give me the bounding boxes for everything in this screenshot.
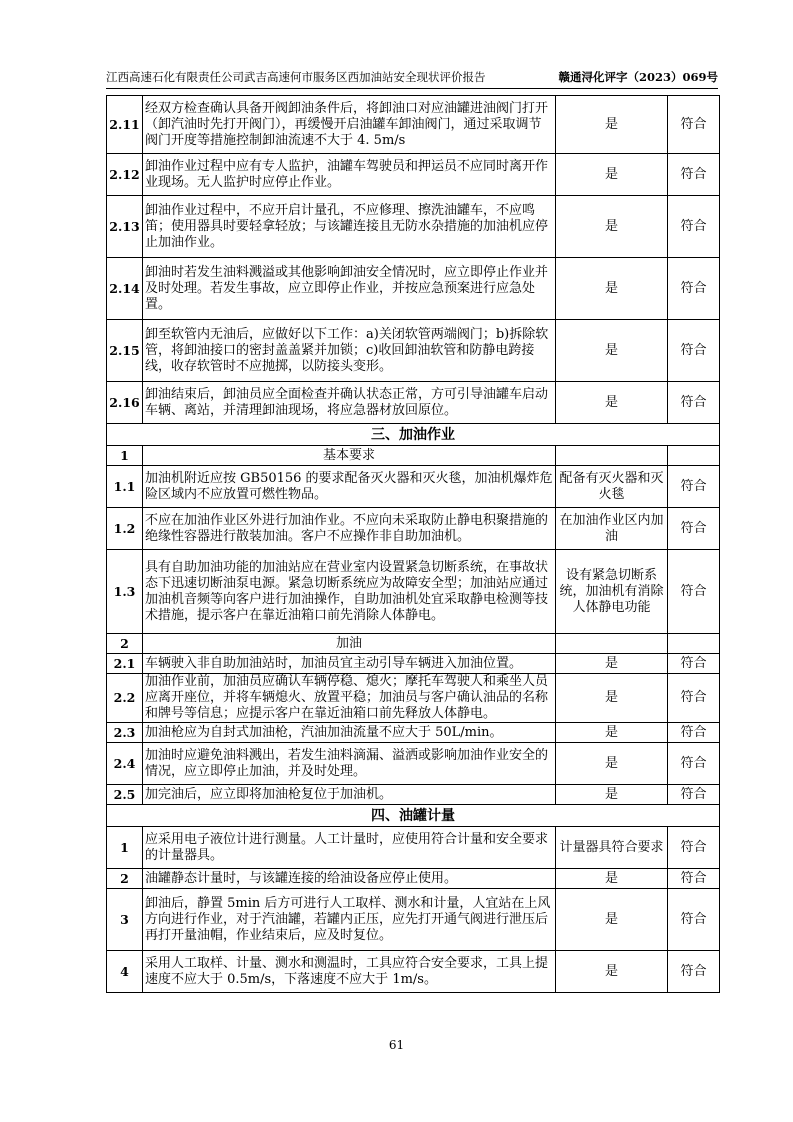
item-number: 1.1 [107, 466, 143, 508]
check-result: 是 [556, 258, 668, 320]
check-content: 卸油作业过程中，不应开启计量孔，不应修理、擦洗油罐车，不应鸣笛；使用器具时要轻拿轻放；与该罐连接且无防水杂措施的加油机应停止加油作业。 [143, 196, 556, 258]
check-content: 卸油作业过程中应有专人监护，油罐车驾驶员和押运员不应同时离开作业现场。无人监护时应停止作业。 [143, 154, 556, 196]
item-number: 2.12 [107, 154, 143, 196]
item-number: 2.3 [107, 723, 143, 743]
header-divider [106, 88, 718, 89]
check-result: 是 [556, 869, 668, 889]
item-number: 1 [107, 827, 143, 869]
item-number: 3 [107, 889, 143, 951]
compliance-verdict: 符合 [668, 196, 720, 258]
check-result: 是 [556, 785, 668, 805]
item-number: 2 [107, 634, 143, 654]
item-number: 2.2 [107, 674, 143, 723]
check-content: 油罐静态计量时，与该罐连接的给油设备应停止使用。 [143, 869, 556, 889]
compliance-verdict: 符合 [668, 723, 720, 743]
check-content: 卸油后，静置 5min 后方可进行人工取样、测水和计量，人宜站在上风方向进行作业，对于汽油罐，若罐内正压，应先打开通气阀进行泄压后再打开量油帽，作业结束后，应及时复位。 [143, 889, 556, 951]
section-header-row [107, 805, 720, 827]
compliance-verdict: 符合 [668, 154, 720, 196]
check-content: 加油时应避免油料溅出，若发生油料滴漏、溢洒或影响加油作业安全的情况，应立即停止加油，并及时处理。 [143, 743, 556, 785]
check-content: 卸至软管内无油后，应做好以下工作：a)关闭软管两端阀门；b)拆除软管，将卸油接口的密封盖盖紧并加锁；c)收回卸油软管和防静电跨接线，收存软管时不应抛掷，以防接头变形。 [143, 320, 556, 382]
subsection-row [107, 634, 720, 654]
checklist-body [107, 96, 720, 993]
check-content: 卸油结束后，卸油员应全面检查并确认状态正常，方可引导油罐车启动车辆、离站，并清理卸油现场，将应急器材放回原位。 [143, 382, 556, 424]
section-title: 三、加油作业 [107, 424, 720, 446]
table-row [107, 196, 720, 258]
check-content: 具有自助加油功能的加油站应在营业室内设置紧急切断系统，在事故状态下迅速切断油泵电源。紧急切断系统应为故障安全型；加油站应通过加油机音频等向客户进行加油操作，自助加油机处宜采取静电检测等技术措施，提示客户在靠近油箱口前先消除人体静电。 [143, 550, 556, 634]
table-row [107, 508, 720, 550]
item-number: 2.11 [107, 96, 143, 154]
page-header [106, 70, 718, 84]
check-content: 卸油时若发生油料溅溢或其他影响卸油安全情况时，应立即停止作业并及时处理。若发生事故，应立即停止作业，并按应急预案进行应急处置。 [143, 258, 556, 320]
subsection-row [107, 446, 720, 466]
compliance-verdict: 符合 [668, 674, 720, 723]
item-number: 1.2 [107, 508, 143, 550]
check-content: 采用人工取样、计量、测水和测温时，工具应符合安全要求，工具上提速度不应大于 0.5m/s，下落速度不应大于 1m/s。 [143, 951, 556, 993]
item-number: 2 [107, 869, 143, 889]
compliance-verdict: 符合 [668, 785, 720, 805]
table-row [107, 320, 720, 382]
check-content: 加油机附近应按 GB50156 的要求配备灭火器和灭火毯，加油机爆炸危险区域内不应放置可燃性物品。 [143, 466, 556, 508]
table-row [107, 258, 720, 320]
item-number: 2.16 [107, 382, 143, 424]
table-row [107, 674, 720, 723]
table-row [107, 550, 720, 634]
empty-cell [556, 634, 668, 654]
check-result: 是 [556, 96, 668, 154]
empty-cell [668, 634, 720, 654]
compliance-verdict: 符合 [668, 320, 720, 382]
item-number: 1.3 [107, 550, 143, 634]
check-result: 是 [556, 382, 668, 424]
table-row [107, 869, 720, 889]
check-result: 设有紧急切断系统，加油机有消除人体静电功能 [556, 550, 668, 634]
check-result: 是 [556, 723, 668, 743]
check-content: 加完油后，应立即将加油枪复位于加油机。 [143, 785, 556, 805]
check-result: 是 [556, 320, 668, 382]
table-row [107, 96, 720, 154]
item-number: 2.15 [107, 320, 143, 382]
compliance-verdict: 符合 [668, 743, 720, 785]
check-result: 计量器具符合要求 [556, 827, 668, 869]
check-result: 是 [556, 889, 668, 951]
compliance-verdict: 符合 [668, 951, 720, 993]
compliance-verdict: 符合 [668, 258, 720, 320]
compliance-verdict: 符合 [668, 466, 720, 508]
check-result: 是 [556, 674, 668, 723]
table-row [107, 654, 720, 674]
compliance-verdict: 符合 [668, 889, 720, 951]
empty-cell [556, 446, 668, 466]
check-result: 是 [556, 743, 668, 785]
check-result: 是 [556, 951, 668, 993]
item-number: 2.13 [107, 196, 143, 258]
check-result: 是 [556, 196, 668, 258]
table-row [107, 889, 720, 951]
check-result: 是 [556, 154, 668, 196]
table-row [107, 785, 720, 805]
compliance-verdict: 符合 [668, 827, 720, 869]
item-number: 4 [107, 951, 143, 993]
compliance-verdict: 符合 [668, 550, 720, 634]
check-content: 应采用电子液位计进行测量。人工计量时，应使用符合计量和安全要求的计量器具。 [143, 827, 556, 869]
check-result: 在加油作业区内加油 [556, 508, 668, 550]
check-content: 经双方检查确认具备开阀卸油条件后，将卸油口对应油罐进油阀门打开（卸汽油时先打开阀门），再缓慢开启油罐车卸油阀门，通过采取调节阀门开度等措施控制卸油流速不大于 4. 5m/s [143, 96, 556, 154]
check-result: 是 [556, 654, 668, 674]
check-content: 车辆驶入非自助加油站时，加油员宜主动引导车辆进入加油位置。 [143, 654, 556, 674]
table-row [107, 951, 720, 993]
item-number: 1 [107, 446, 143, 466]
item-number: 2.5 [107, 785, 143, 805]
report-code: 赣通浔化评字（2023）069号 [558, 70, 718, 84]
table-row [107, 154, 720, 196]
check-content: 加油作业前，加油员应确认车辆停稳、熄火；摩托车驾驶人和乘坐人员应离开座位，并将车辆熄火、放置平稳；加油员与客户确认油品的名称和牌号等信息；应提示客户在靠近油箱口前先释放人体静电。 [143, 674, 556, 723]
table-row [107, 743, 720, 785]
compliance-verdict: 符合 [668, 508, 720, 550]
check-result: 配备有灭火器和灭火毯 [556, 466, 668, 508]
check-content: 不应在加油作业区外进行加油作业。不应向未采取防止静电积聚措施的绝缘性容器进行散装加油。客户不应操作非自助加油机。 [143, 508, 556, 550]
compliance-verdict: 符合 [668, 96, 720, 154]
page-number: 61 [388, 1038, 405, 1052]
item-number: 2.1 [107, 654, 143, 674]
compliance-verdict: 符合 [668, 869, 720, 889]
compliance-verdict: 符合 [668, 654, 720, 674]
check-content: 加油枪应为自封式加油枪，汽油加油流量不应大于 50L/min。 [143, 723, 556, 743]
compliance-verdict: 符合 [668, 382, 720, 424]
report-title: 江西高速石化有限责任公司武吉高速何市服务区西加油站安全现状评价报告 [106, 70, 486, 84]
table-row [107, 466, 720, 508]
table-row [107, 382, 720, 424]
section-title: 四、油罐计量 [107, 805, 720, 827]
item-number: 2.4 [107, 743, 143, 785]
empty-cell [668, 446, 720, 466]
checklist-table [106, 95, 720, 993]
subsection-title: 加油 [143, 634, 556, 654]
section-header-row [107, 424, 720, 446]
subsection-title: 基本要求 [143, 446, 556, 466]
table-row [107, 827, 720, 869]
item-number: 2.14 [107, 258, 143, 320]
table-row [107, 723, 720, 743]
